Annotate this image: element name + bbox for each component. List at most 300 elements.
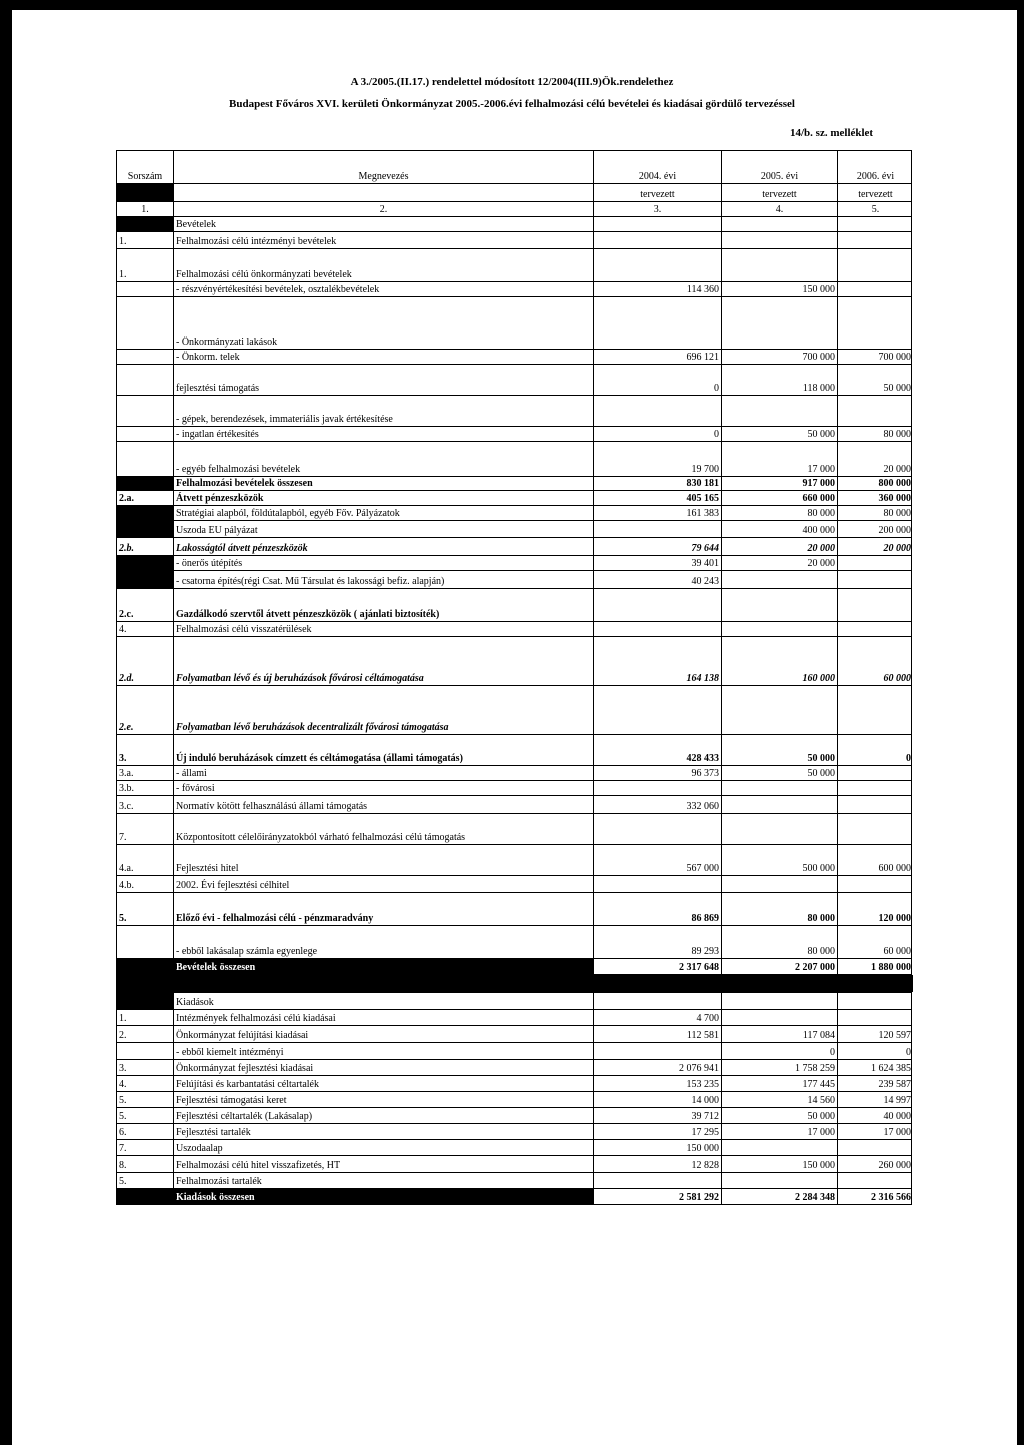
- value-2006: 800 000: [878, 478, 911, 489]
- value-2006-cell: [838, 686, 913, 734]
- value-2006: tervezett: [858, 189, 893, 200]
- value-2005-cell: [722, 1140, 838, 1155]
- table-row: [116, 571, 912, 589]
- value-2005-cell: [722, 975, 838, 992]
- value-2005-cell: [722, 637, 838, 685]
- value-2006-cell: [838, 506, 913, 520]
- row-number-cell: [117, 893, 174, 925]
- value-2004: 40 243: [691, 576, 719, 587]
- value-2004-cell: [594, 1173, 722, 1188]
- row-label: Felhalmozási bevételek összesen: [176, 478, 313, 489]
- row-number-cell: [117, 1026, 174, 1042]
- budget-table: [116, 150, 912, 1205]
- value-2004-cell: [594, 1060, 722, 1075]
- table-row: [116, 876, 912, 893]
- value-2006: 260 000: [878, 1160, 911, 1171]
- value-2005: 160 000: [802, 673, 835, 684]
- row-label: Kiadások összesen: [176, 1192, 255, 1203]
- value-2005-cell: [722, 1043, 838, 1059]
- row-label: Bevételek: [176, 219, 216, 230]
- table-row: [116, 249, 912, 282]
- row-label-cell: [174, 686, 594, 734]
- row-label: Felhalmozási célú intézményi bevételek: [176, 236, 337, 247]
- row-label: Fejlesztési hitel: [176, 863, 239, 874]
- table-row: [116, 1124, 912, 1140]
- value-2006-cell: [838, 217, 913, 231]
- value-2005-cell: [722, 686, 838, 734]
- row-number-cell: [117, 766, 174, 780]
- row-label-cell: [174, 556, 594, 570]
- row-label-cell: [174, 959, 594, 974]
- scan-border-top: [0, 0, 1024, 10]
- row-label-cell: [174, 365, 594, 395]
- value-2005-cell: [722, 1060, 838, 1075]
- row-label-cell: [174, 297, 594, 349]
- row-number-cell: [117, 442, 174, 476]
- table-row: [116, 350, 912, 365]
- row-number: 1.: [141, 204, 149, 215]
- value-2005: 17 000: [807, 464, 835, 475]
- row-label-cell: [174, 1076, 594, 1091]
- table-row: [116, 845, 912, 876]
- row-label: Felhalmozási tartalék: [176, 1176, 262, 1187]
- value-2006-cell: [838, 556, 913, 570]
- value-2005-cell: [722, 556, 838, 570]
- value-2006: 80 000: [883, 429, 911, 440]
- table-row: [116, 893, 912, 926]
- value-2006: 120 597: [878, 1030, 911, 1041]
- table-row: [116, 1173, 912, 1189]
- value-2006-cell: [838, 442, 913, 476]
- value-2005: 2 207 000: [795, 962, 835, 973]
- value-2005: 80 000: [807, 913, 835, 924]
- value-2005-cell: [722, 491, 838, 505]
- row-number: 3.b.: [119, 783, 134, 794]
- value-2006: 600 000: [878, 863, 911, 874]
- value-2006: 20 000: [883, 464, 911, 475]
- value-2005: 118 000: [802, 383, 835, 394]
- row-number-cell: [117, 427, 174, 441]
- value-2004: 12 828: [691, 1160, 719, 1171]
- value-2004-cell: [594, 959, 722, 974]
- row-number-cell: [117, 1140, 174, 1155]
- row-number: 1.: [119, 269, 127, 280]
- table-row: [116, 282, 912, 297]
- row-label-cell: [174, 1140, 594, 1155]
- value-2006: 120 000: [878, 913, 911, 924]
- value-2004: 89 293: [691, 946, 719, 957]
- value-2005-cell: [722, 814, 838, 844]
- row-label-cell: [174, 151, 594, 183]
- value-2006-cell: [838, 766, 913, 780]
- value-2005: 20 000: [807, 543, 835, 554]
- table-row: [116, 1156, 912, 1173]
- row-number: 4.b.: [119, 880, 134, 891]
- row-number-cell: [117, 1092, 174, 1107]
- value-2006-cell: [838, 622, 913, 636]
- value-2005-cell: [722, 735, 838, 765]
- row-label: Önkormányzat fejlesztési kiadásai: [176, 1063, 314, 1074]
- value-2006: 40 000: [883, 1111, 911, 1122]
- value-2004: 405 165: [686, 493, 719, 504]
- value-2006-cell: [838, 350, 913, 364]
- table-row: [116, 365, 912, 396]
- value-2005-cell: [722, 184, 838, 201]
- value-2004-cell: [594, 297, 722, 349]
- row-label-cell: [174, 893, 594, 925]
- value-2004: 3.: [653, 204, 662, 215]
- row-label: Felújítási és karbantatási céltartalék: [176, 1079, 319, 1090]
- row-label: Gazdálkodó szervtől átvett pénzeszközök ( ajánlati biztosíték): [176, 609, 440, 620]
- row-number-cell: [117, 735, 174, 765]
- value-2005-cell: [722, 521, 838, 537]
- table-row: [116, 521, 912, 538]
- table-row: [116, 442, 912, 477]
- row-number-cell: [117, 781, 174, 795]
- value-2005-cell: [722, 959, 838, 974]
- value-2006: 0: [906, 753, 911, 764]
- row-number-cell: [117, 538, 174, 555]
- row-label: Előző évi - felhalmozási célú - pénzmaradvány: [176, 913, 374, 924]
- value-2004: 830 181: [686, 478, 719, 489]
- row-label: - Önkorm. telek: [176, 352, 240, 363]
- row-label-cell: [174, 1060, 594, 1075]
- scan-border-right: [1017, 0, 1024, 1445]
- row-number-cell: [117, 1060, 174, 1075]
- row-label-cell: [174, 538, 594, 555]
- value-2005-cell: [722, 1092, 838, 1107]
- row-number-cell: [117, 622, 174, 636]
- value-2004: 0: [714, 383, 719, 394]
- row-number: 1.: [119, 236, 127, 247]
- value-2004-cell: [594, 735, 722, 765]
- value-2006: 17 000: [883, 1127, 911, 1138]
- value-2005: 80 000: [807, 946, 835, 957]
- table-row: [116, 150, 912, 184]
- value-2005: 117 084: [802, 1030, 835, 1041]
- value-2004-cell: [594, 396, 722, 426]
- value-2006-cell: [838, 876, 913, 892]
- row-label: Lakosságtól átvett pénzeszközök: [176, 543, 308, 554]
- value-2006: 200 000: [878, 525, 911, 536]
- value-2005-cell: [722, 282, 838, 296]
- row-label-cell: [174, 350, 594, 364]
- table-row: [116, 1060, 912, 1076]
- row-label-cell: [174, 814, 594, 844]
- value-2005-cell: [722, 845, 838, 875]
- value-2004-cell: [594, 686, 722, 734]
- table-row: [116, 622, 912, 637]
- value-2004-cell: [594, 184, 722, 201]
- value-2005-cell: [722, 766, 838, 780]
- value-2005-cell: [722, 1076, 838, 1091]
- row-number-cell: [117, 365, 174, 395]
- row-number: 2.d.: [119, 673, 134, 684]
- row-label-cell: [174, 975, 594, 992]
- value-2006: 2006. évi: [856, 171, 895, 182]
- row-number: 8.: [119, 1160, 127, 1171]
- table-row: [116, 217, 912, 232]
- table-row: [116, 637, 912, 686]
- row-label: - ebből kiemelt intézményi: [176, 1047, 284, 1058]
- value-2005: 50 000: [807, 753, 835, 764]
- value-2005-cell: [722, 350, 838, 364]
- value-2006-cell: [838, 1156, 913, 1172]
- row-number-cell: [117, 1043, 174, 1059]
- value-2004: 4 700: [696, 1013, 719, 1024]
- value-2006-cell: [838, 1173, 913, 1188]
- value-2006-cell: [838, 1092, 913, 1107]
- value-2004: 2 076 941: [679, 1063, 719, 1074]
- value-2004-cell: [594, 1124, 722, 1139]
- value-2004-cell: [594, 365, 722, 395]
- value-2005-cell: [722, 781, 838, 795]
- value-2005-cell: [722, 365, 838, 395]
- row-label: - részvényértékesítési bevételek, osztalékbevételek: [176, 284, 380, 295]
- value-2004-cell: [594, 876, 722, 892]
- row-label-cell: [174, 876, 594, 892]
- row-label-cell: [174, 184, 594, 201]
- annex-number: 14/b. sz. melléklet: [790, 127, 874, 139]
- value-2005: 700 000: [802, 352, 835, 363]
- value-2006-cell: [838, 202, 913, 216]
- value-2006: 0: [906, 1047, 911, 1058]
- value-2005-cell: [722, 202, 838, 216]
- value-2004: 17 295: [691, 1127, 719, 1138]
- row-number: 4.: [119, 624, 127, 635]
- row-label-cell: [174, 1010, 594, 1025]
- value-2006-cell: [838, 959, 913, 974]
- table-row: [116, 556, 912, 571]
- row-label: Kiadások: [176, 997, 214, 1008]
- row-number-cell: [117, 796, 174, 813]
- value-2005-cell: [722, 926, 838, 958]
- value-2004: 114 360: [686, 284, 719, 295]
- table-row: [116, 232, 912, 249]
- value-2005: 17 000: [807, 1127, 835, 1138]
- row-label: Felhalmozási célú önkormányzati bevételek: [176, 269, 352, 280]
- value-2005: 177 445: [802, 1079, 835, 1090]
- value-2005-cell: [722, 993, 838, 1009]
- value-2005-cell: [722, 1173, 838, 1188]
- row-number-cell: [117, 297, 174, 349]
- value-2005: 2005. évi: [760, 171, 799, 182]
- row-label: - gépek, berendezések, immateriális javak értékesítése: [176, 414, 393, 425]
- value-2004: 2 317 648: [679, 962, 719, 973]
- value-2006-cell: [838, 735, 913, 765]
- value-2006-cell: [838, 427, 913, 441]
- row-number: 5.: [119, 1095, 127, 1106]
- value-2004: 696 121: [686, 352, 719, 363]
- row-label-cell: [174, 1108, 594, 1123]
- row-label: - egyéb felhalmozási bevételek: [176, 464, 301, 475]
- row-number: 1.: [119, 1013, 127, 1024]
- table-row: [116, 396, 912, 427]
- value-2006-cell: [838, 993, 913, 1009]
- value-2004: 164 138: [686, 673, 719, 684]
- table-row: [116, 1026, 912, 1043]
- value-2006-cell: [838, 297, 913, 349]
- table-row: [116, 796, 912, 814]
- table-row: [116, 926, 912, 959]
- row-label-cell: [174, 477, 594, 490]
- value-2006-cell: [838, 1108, 913, 1123]
- row-label: Felhalmozási célú visszatérülések: [176, 624, 312, 635]
- value-2006-cell: [838, 232, 913, 248]
- value-2006-cell: [838, 845, 913, 875]
- value-2006: 360 000: [878, 493, 911, 504]
- row-label: - állami: [176, 768, 207, 779]
- value-2004: 2004. évi: [638, 171, 677, 182]
- row-number: 2.b.: [119, 543, 134, 554]
- value-2005: 500 000: [802, 863, 835, 874]
- row-number-cell: [117, 845, 174, 875]
- value-2004: 14 000: [691, 1095, 719, 1106]
- row-label-cell: [174, 1043, 594, 1059]
- value-2004: 2 581 292: [679, 1192, 719, 1203]
- value-2006-cell: [838, 1060, 913, 1075]
- value-2004-cell: [594, 1156, 722, 1172]
- row-label-cell: [174, 1092, 594, 1107]
- decree-reference: A 3./2005.(II.17.) rendelettel módosított 12/2004(III.9)Ök.rendelethez: [350, 76, 674, 88]
- table-row: [116, 1043, 912, 1060]
- value-2005-cell: [722, 589, 838, 621]
- row-label-cell: [174, 506, 594, 520]
- value-2005: 50 000: [807, 429, 835, 440]
- row-label-cell: [174, 993, 594, 1009]
- value-2004: 0: [714, 429, 719, 440]
- row-number: 7.: [119, 1143, 127, 1154]
- value-2004-cell: [594, 796, 722, 813]
- row-number-cell: [117, 589, 174, 621]
- row-label-cell: [174, 249, 594, 281]
- table-row: [116, 506, 912, 521]
- value-2006-cell: [838, 589, 913, 621]
- table-row: [116, 766, 912, 781]
- row-number-cell: [117, 637, 174, 685]
- value-2004-cell: [594, 993, 722, 1009]
- value-2005-cell: [722, 1189, 838, 1204]
- row-label: - Önkormányzati lakások: [176, 337, 278, 348]
- value-2004: tervezett: [640, 189, 675, 200]
- value-2004: 19 700: [691, 464, 719, 475]
- value-2005-cell: [722, 1010, 838, 1025]
- value-2005: 50 000: [807, 1111, 835, 1122]
- value-2004: 39 712: [691, 1111, 719, 1122]
- row-label-cell: [174, 491, 594, 505]
- value-2004-cell: [594, 506, 722, 520]
- value-2004-cell: [594, 637, 722, 685]
- row-number-cell: [117, 1173, 174, 1188]
- value-2005-cell: [722, 571, 838, 588]
- row-number-cell: [117, 1108, 174, 1123]
- row-number-cell: [117, 975, 174, 992]
- table-row: [116, 184, 912, 202]
- value-2006: 60 000: [883, 673, 911, 684]
- row-number-cell: [117, 249, 174, 281]
- value-2006-cell: [838, 1043, 913, 1059]
- value-2006-cell: [838, 781, 913, 795]
- row-number-cell: [117, 491, 174, 505]
- table-row: [116, 1076, 912, 1092]
- value-2004-cell: [594, 232, 722, 248]
- value-2004-cell: [594, 926, 722, 958]
- row-number: 2.: [119, 1030, 127, 1041]
- value-2004-cell: [594, 1140, 722, 1155]
- value-2004: 428 433: [686, 753, 719, 764]
- row-label-cell: [174, 396, 594, 426]
- row-label: 2002. Évi fejlesztési célhitel: [176, 880, 290, 891]
- row-number-cell: [117, 506, 174, 520]
- row-number-cell: [117, 184, 174, 201]
- value-2006-cell: [838, 1076, 913, 1091]
- value-2004-cell: [594, 538, 722, 555]
- row-number-cell: [117, 396, 174, 426]
- row-label-cell: [174, 427, 594, 441]
- row-number-cell: [117, 1124, 174, 1139]
- value-2004-cell: [594, 1108, 722, 1123]
- value-2006-cell: [838, 1010, 913, 1025]
- value-2006-cell: [838, 365, 913, 395]
- value-2004-cell: [594, 589, 722, 621]
- value-2006-cell: [838, 282, 913, 296]
- row-number: 2.e.: [119, 722, 134, 733]
- row-number-cell: [117, 686, 174, 734]
- value-2004-cell: [594, 556, 722, 570]
- value-2006: 80 000: [883, 508, 911, 519]
- value-2006-cell: [838, 538, 913, 555]
- value-2004-cell: [594, 845, 722, 875]
- row-label: Fejlesztési céltartalék (Lakásalap): [176, 1111, 313, 1122]
- value-2004-cell: [594, 350, 722, 364]
- value-2005-cell: [722, 893, 838, 925]
- table-row: [116, 735, 912, 766]
- row-number-cell: [117, 556, 174, 570]
- table-row: [116, 1092, 912, 1108]
- row-label: - önerős útépítés: [176, 558, 243, 569]
- value-2005-cell: [722, 538, 838, 555]
- table-row: [116, 1140, 912, 1156]
- value-2004-cell: [594, 282, 722, 296]
- value-2006-cell: [838, 1124, 913, 1139]
- row-number-cell: [117, 151, 174, 183]
- row-label-cell: [174, 217, 594, 231]
- table-row: [116, 589, 912, 622]
- value-2005: 2 284 348: [795, 1192, 835, 1203]
- table-row: [116, 202, 912, 217]
- row-label: Új induló beruházások címzett és céltámogatása (állami támogatás): [176, 753, 463, 764]
- value-2005: 400 000: [802, 525, 835, 536]
- value-2005-cell: [722, 217, 838, 231]
- row-number-cell: [117, 876, 174, 892]
- value-2004: 79 644: [691, 543, 719, 554]
- value-2004-cell: [594, 521, 722, 537]
- row-number: 3.a.: [119, 768, 134, 779]
- value-2006: 50 000: [883, 383, 911, 394]
- table-row: [116, 814, 912, 845]
- row-number-cell: [117, 1076, 174, 1091]
- row-number-cell: [117, 232, 174, 248]
- value-2005-cell: [722, 396, 838, 426]
- value-2006-cell: [838, 184, 913, 201]
- value-2005-cell: [722, 1026, 838, 1042]
- value-2006-cell: [838, 396, 913, 426]
- row-number: 4.a.: [119, 863, 134, 874]
- value-2004-cell: [594, 442, 722, 476]
- value-2006: 20 000: [883, 543, 911, 554]
- row-number-cell: [117, 959, 174, 974]
- value-2004: 332 060: [686, 801, 719, 812]
